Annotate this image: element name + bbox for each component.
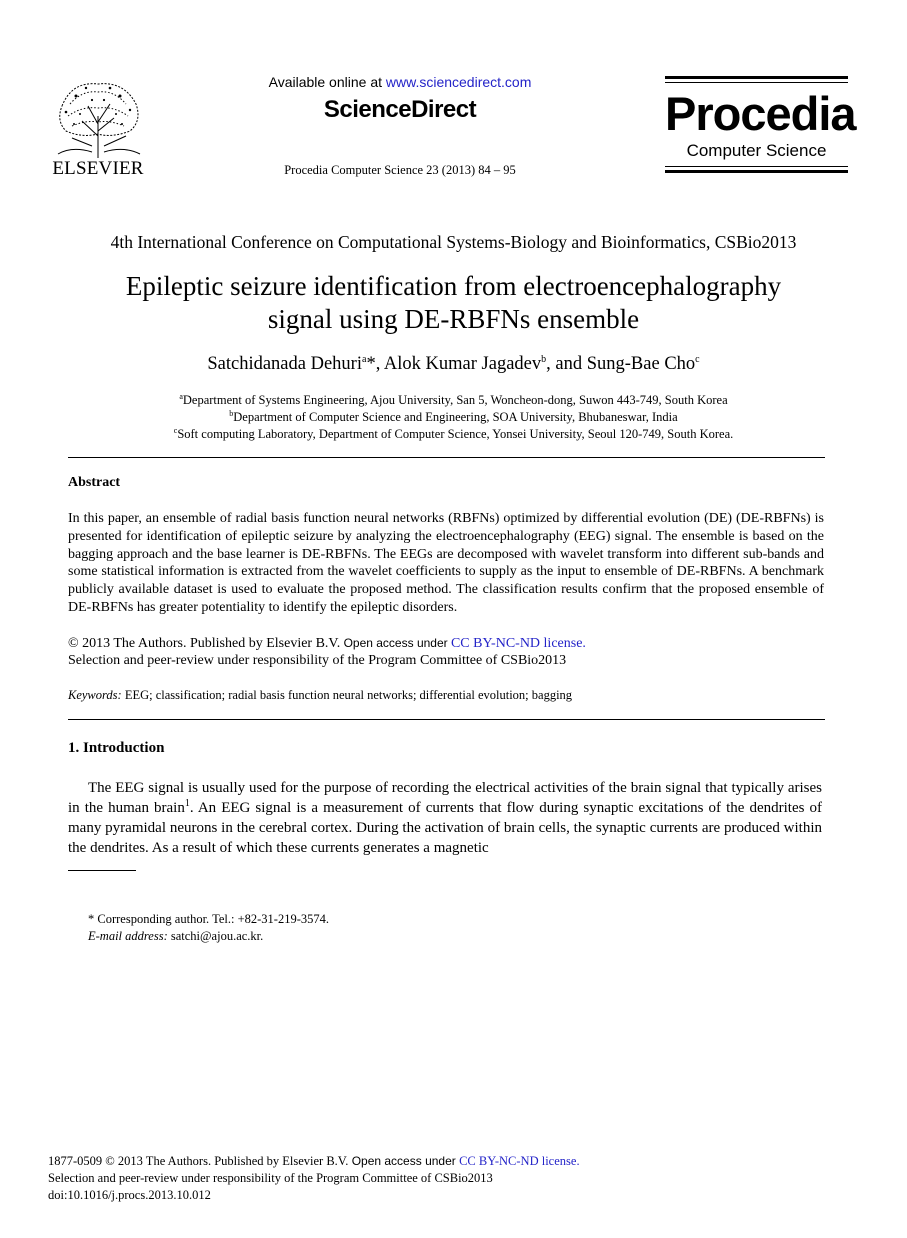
author-affiliation-mark: c (695, 353, 700, 365)
corresponding-author-note: * Corresponding author. Tel.: +82-31-219-3574. (88, 912, 329, 926)
open-access-label: Open access under (340, 636, 451, 650)
footer-open-access: Open access under (348, 1154, 460, 1168)
available-prefix: Available online at (268, 74, 386, 90)
peer-review-line: Selection and peer-review under responsibility of the Program Committee of CSBio2013 (68, 653, 567, 668)
affiliation (0, 410, 907, 425)
procedia-rule-bottom (665, 170, 848, 173)
paper-title (60, 270, 847, 336)
copyright-line (68, 636, 586, 652)
email-address: satchi@ajou.ac.kr. (167, 929, 264, 943)
footer-issn (48, 1154, 580, 1169)
citation-mark: 1 (184, 798, 190, 809)
affiliation-mark: b (229, 408, 234, 418)
procedia-rule-bottom-thin (665, 166, 848, 167)
procedia-rule-top (665, 76, 848, 79)
section-divider (68, 457, 825, 458)
affiliation (0, 427, 907, 442)
footer-doi: doi:10.1016/j.procs.2013.10.012 (48, 1188, 211, 1202)
available-online (200, 74, 600, 90)
copyright-text: © 2013 The Authors. Published by Elsevier B.V. (68, 636, 341, 651)
author-affiliation-mark: a (361, 353, 367, 365)
abstract-body: In this paper, an ensemble of radial basis function neural networks (RBFNs) optimized by differential evolution (DE) (DE-RBFNs) is presented for identification of epileptic seizure by analyzing the electroencephalography (EEG) signal. The ensemble is based on the bagging approach and the base learner is DE-RBFNs. The EEGs are decomposed with wavelet transform into different sub-bands and some statistical information is extracted from the wavelet coefficients to supply as the input to ensemble of DE-RBFNs. A benchmark publicly available dataset is used to evaluate the proposed method. The classification results confirm that the proposed ensemble of DE-RBFNs has greater potentiality to identify the epileptic disorders. (68, 511, 824, 615)
publisher-name: ELSEVIER (52, 158, 144, 179)
affiliation-text: Soft computing Laboratory, Department of Computer Science, Yonsei University, Seoul 120-749, South Korea. (177, 427, 734, 441)
license-link[interactable]: CC BY-NC-ND license. (450, 636, 586, 651)
conference-name: 4th International Conference on Computational Systems-Biology and Bioinformatics, CSBio2013 (110, 232, 797, 252)
procedia-subtitle: Computer Science (686, 141, 827, 160)
section-heading-introduction: 1. Introduction (68, 740, 165, 756)
journal-reference: Procedia Computer Science 23 (2013) 84 – 95 (284, 163, 516, 177)
affiliation-text: Department of Computer Science and Engineering, SOA University, Bhubaneswar, India (233, 410, 678, 424)
footer-copyright: 1877-0509 © 2013 The Authors. Published by Elsevier B.V. (48, 1154, 349, 1168)
procedia-rule-top-thin (665, 82, 848, 83)
keywords-label: Keywords: (68, 688, 122, 702)
title-line-2: signal using DE-RBFNs ensemble (267, 304, 640, 334)
affiliation (0, 393, 907, 408)
keywords-text: EEG; classification; radial basis function neural networks; differential evolution; bagging (121, 688, 573, 702)
affiliation-mark: a (179, 391, 183, 401)
author-name: Alok Kumar Jagadev (383, 354, 542, 374)
elsevier-tree-logo (52, 76, 144, 158)
sciencedirect-link[interactable]: www.sciencedirect.com (385, 74, 532, 90)
title-line-1: Epileptic seizure identification from electroencephalography (125, 271, 782, 301)
author-list (0, 354, 907, 375)
footnote-rule (68, 870, 136, 871)
email-note (88, 929, 263, 944)
affiliation-text: Department of Systems Engineering, Ajou University, San 5, Woncheon-dong, Suwon 443-749, South Korea (182, 393, 728, 407)
section-divider (68, 719, 825, 720)
author-separator: , and (546, 354, 587, 374)
author-name: Satchidanada Dehuri (207, 354, 362, 374)
footer-peer-review: Selection and peer-review under responsibility of the Program Committee of CSBio2013 (48, 1171, 493, 1185)
paragraph-text: The EEG signal is usually used for the purpose of recording the electrical activities of the brain signal that typically arises in the human brain (68, 780, 822, 816)
author-name: Sung-Bae Cho (586, 354, 696, 374)
sciencedirect-logo: ScienceDirect (323, 96, 477, 123)
procedia-logo: Procedia (665, 87, 856, 140)
paragraph (68, 778, 822, 858)
introduction-body (68, 778, 822, 858)
affiliation-mark: c (173, 425, 178, 435)
footer-license-link[interactable]: CC BY-NC-ND license. (459, 1154, 580, 1168)
author-affiliation-mark: b (541, 353, 547, 365)
author-separator: *, (366, 354, 384, 374)
abstract-heading: Abstract (68, 475, 121, 490)
email-label: E-mail address: (88, 929, 168, 943)
keywords (68, 688, 572, 703)
paragraph-text: . An EEG signal is a measurement of currents that flow during synaptic excitations of the dendrites of many pyramidal neurons in the cerebral cortex. During the activation of brain cells, the synaptic currents are produced within the dendrites. As a result of which these currents generates a magnetic (68, 800, 822, 856)
